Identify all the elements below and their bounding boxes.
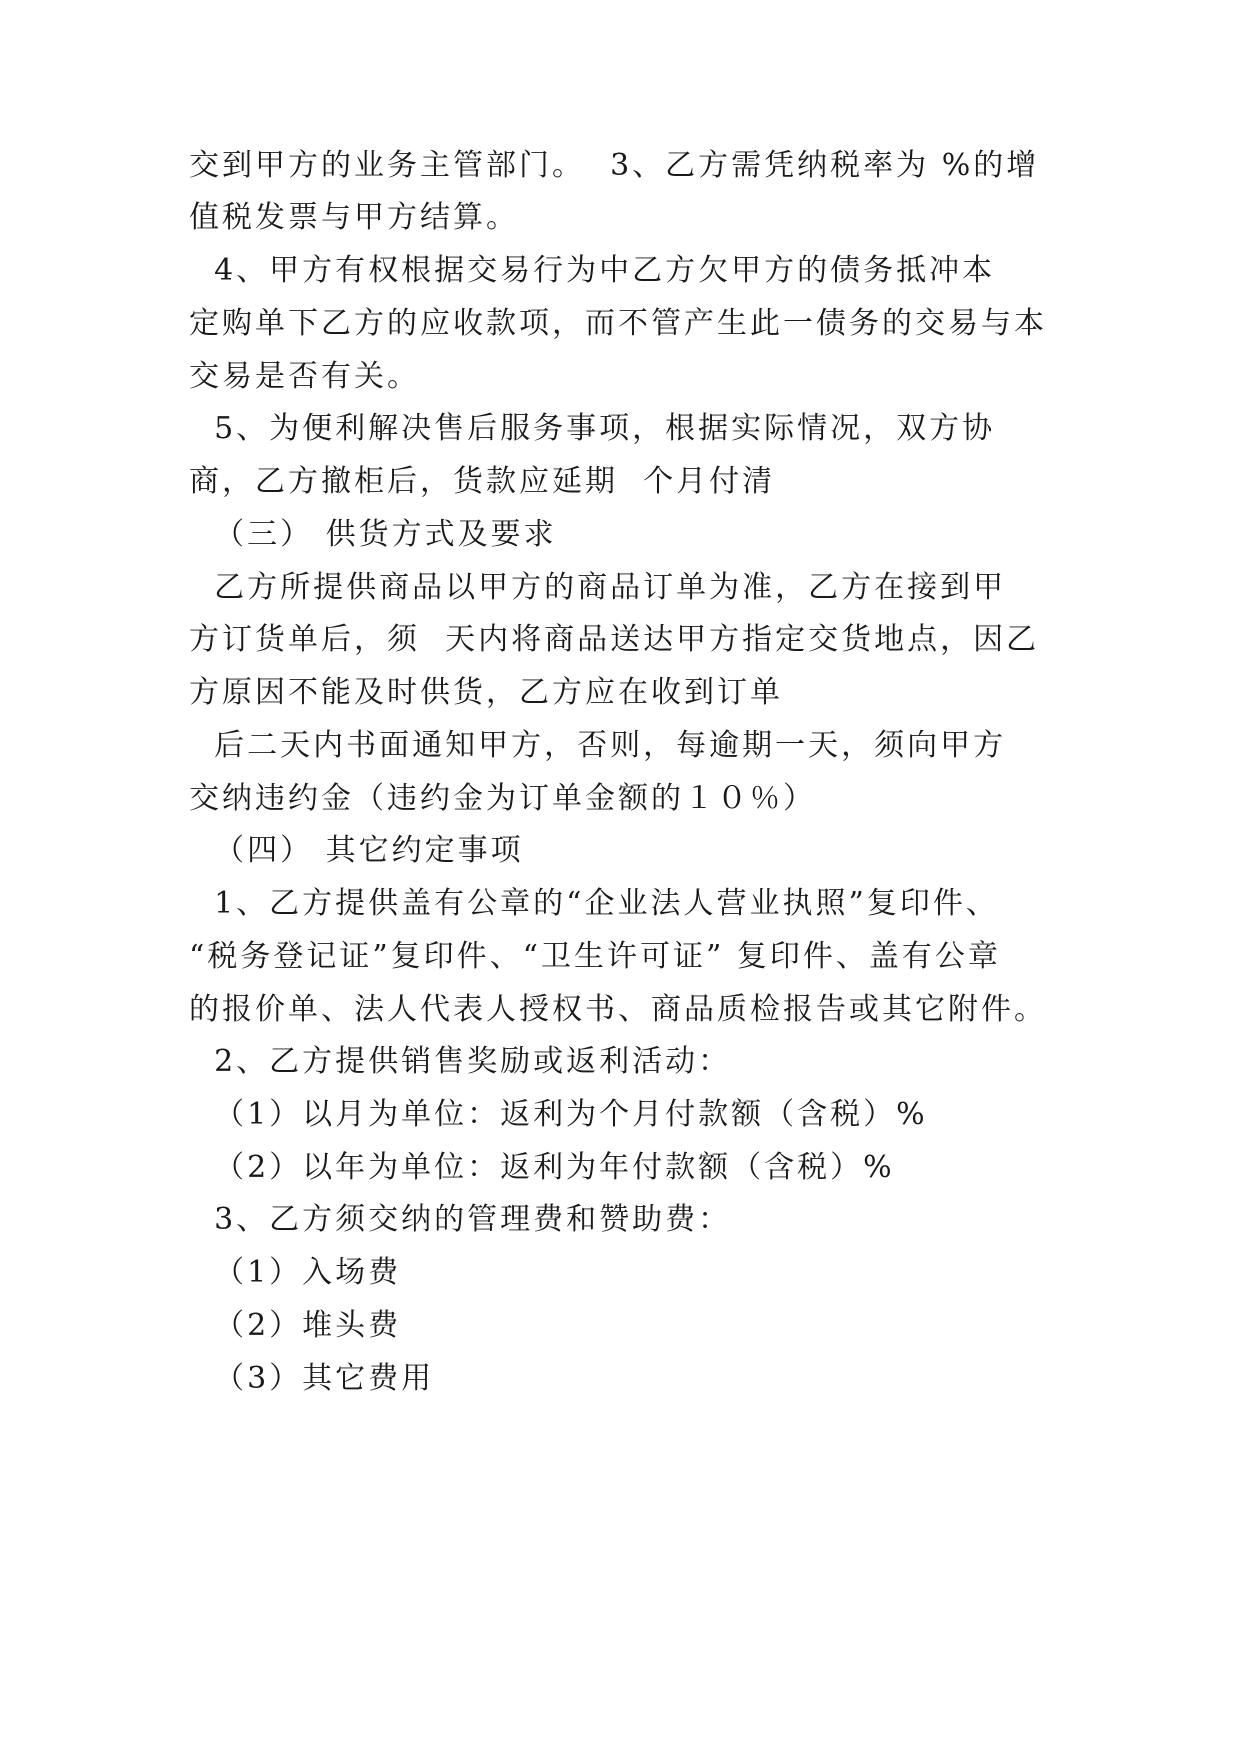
text-line: （1）以月为单位：返利为个月付款额（含税）% bbox=[189, 1097, 928, 1132]
text-line: 交易是否有关。 bbox=[189, 359, 420, 394]
text-line: （2）堆头费 bbox=[189, 1308, 402, 1343]
text-line: 的报价单、法人代表人授权书、商品质检报告或其它附件。 bbox=[189, 992, 1047, 1027]
section-heading: （三） 供货方式及要求 bbox=[189, 517, 557, 552]
text-line: 1、乙方提供盖有公章的“企业法人营业执照”复印件、 bbox=[189, 886, 999, 921]
text-line: 值税发票与甲方结算。 bbox=[189, 200, 519, 235]
text-line: 乙方所提供商品以甲方的商品订单为准，乙方在接到甲 bbox=[189, 570, 1007, 605]
text-line: 方原因不能及时供货，乙方应在收到订单 bbox=[189, 675, 783, 710]
text-line: 商，乙方撤柜后，货款应延期 个月付清 bbox=[189, 464, 776, 499]
text-line: 方订货单后，须 天内将商品送达甲方指定交货地点，因乙 bbox=[189, 622, 1040, 657]
section-heading: （四） 其它约定事项 bbox=[189, 833, 524, 868]
text-line: 后二天内书面通知甲方，否则，每逾期一天，须向甲方 bbox=[189, 728, 1007, 763]
text-line: 4、甲方有权根据交易行为中乙方欠甲方的债务抵冲本 bbox=[189, 253, 996, 288]
text-line: 5、为便利解决售后服务事项，根据实际情况，双方协 bbox=[189, 411, 996, 446]
text-line: 交纳违约金（违约金为订单金额的１０％） bbox=[189, 781, 816, 816]
text-line: （1）入场费 bbox=[189, 1255, 402, 1290]
text-line: （2）以年为单位：返利为年付款额（含税）% bbox=[189, 1150, 895, 1185]
text-line: （3）其它费用 bbox=[189, 1361, 435, 1396]
text-line: “税务登记证”复印件、“卫生许可证” 复印件、盖有公章 bbox=[189, 939, 1001, 974]
text-line: 3、乙方须交纳的管理费和赞助费： bbox=[189, 1202, 732, 1237]
text-line: 2、乙方提供销售奖励或返利活动： bbox=[189, 1044, 732, 1079]
text-line: 交到甲方的业务主管部门。 3、乙方需凭纳税率为 %的增 bbox=[189, 148, 1040, 183]
text-line: 定购单下乙方的应收款项，而不管产生此一债务的交易与本 bbox=[189, 306, 1047, 341]
